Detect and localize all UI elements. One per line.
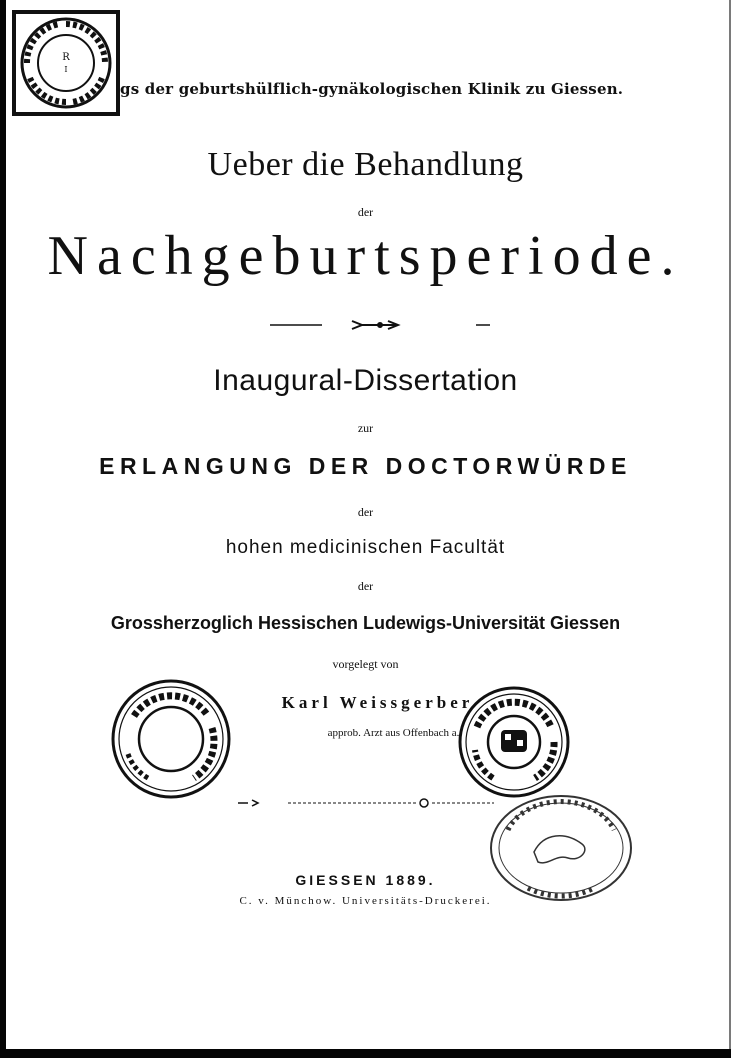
- place-and-year: GIESSEN 1889.: [295, 872, 436, 888]
- erlangung-heading: ERLANGUNG DER DOCTORWÜRDE: [99, 453, 632, 479]
- academy-stamp-center: [455, 682, 573, 802]
- title-line-1: Ueber die Behandlung: [207, 146, 524, 183]
- academy-stamp-right: [486, 792, 636, 904]
- svg-text:R: R: [62, 52, 70, 63]
- scan-bottom-edge: [0, 1049, 731, 1058]
- der-word-2: der: [357, 579, 374, 593]
- submitted-by: vorgelegt von: [332, 657, 399, 671]
- svg-text:I: I: [64, 65, 68, 74]
- title-ornament: [270, 318, 490, 332]
- library-stamp-top-left: [10, 8, 124, 120]
- faculty-line: hohen medicinischen Facultät: [225, 537, 506, 558]
- zur-word: zur: [357, 421, 374, 435]
- academy-stamp-left: [104, 676, 238, 802]
- printer-line: C. v. Münchow. Universitäts-Druckerei.: [239, 895, 492, 907]
- dissertation-heading: Inaugural-Dissertation: [213, 364, 518, 397]
- title-line-2: Nachgeburtsperiode.: [47, 225, 684, 287]
- author-name: Karl Weissgerber: [281, 693, 474, 712]
- title-der: der: [357, 205, 374, 219]
- header-line: gs der geburtshülflich-gynäkologischen Klinik zu Giessen.: [120, 80, 624, 98]
- author-credentials: approb. Arzt aus Offenbach a.: [327, 727, 460, 739]
- der-word-1: der: [357, 505, 374, 519]
- university-line: Grossherzoglich Hessischen Ludewigs-Universität Giessen: [110, 613, 621, 633]
- closing-ornament: [236, 797, 496, 809]
